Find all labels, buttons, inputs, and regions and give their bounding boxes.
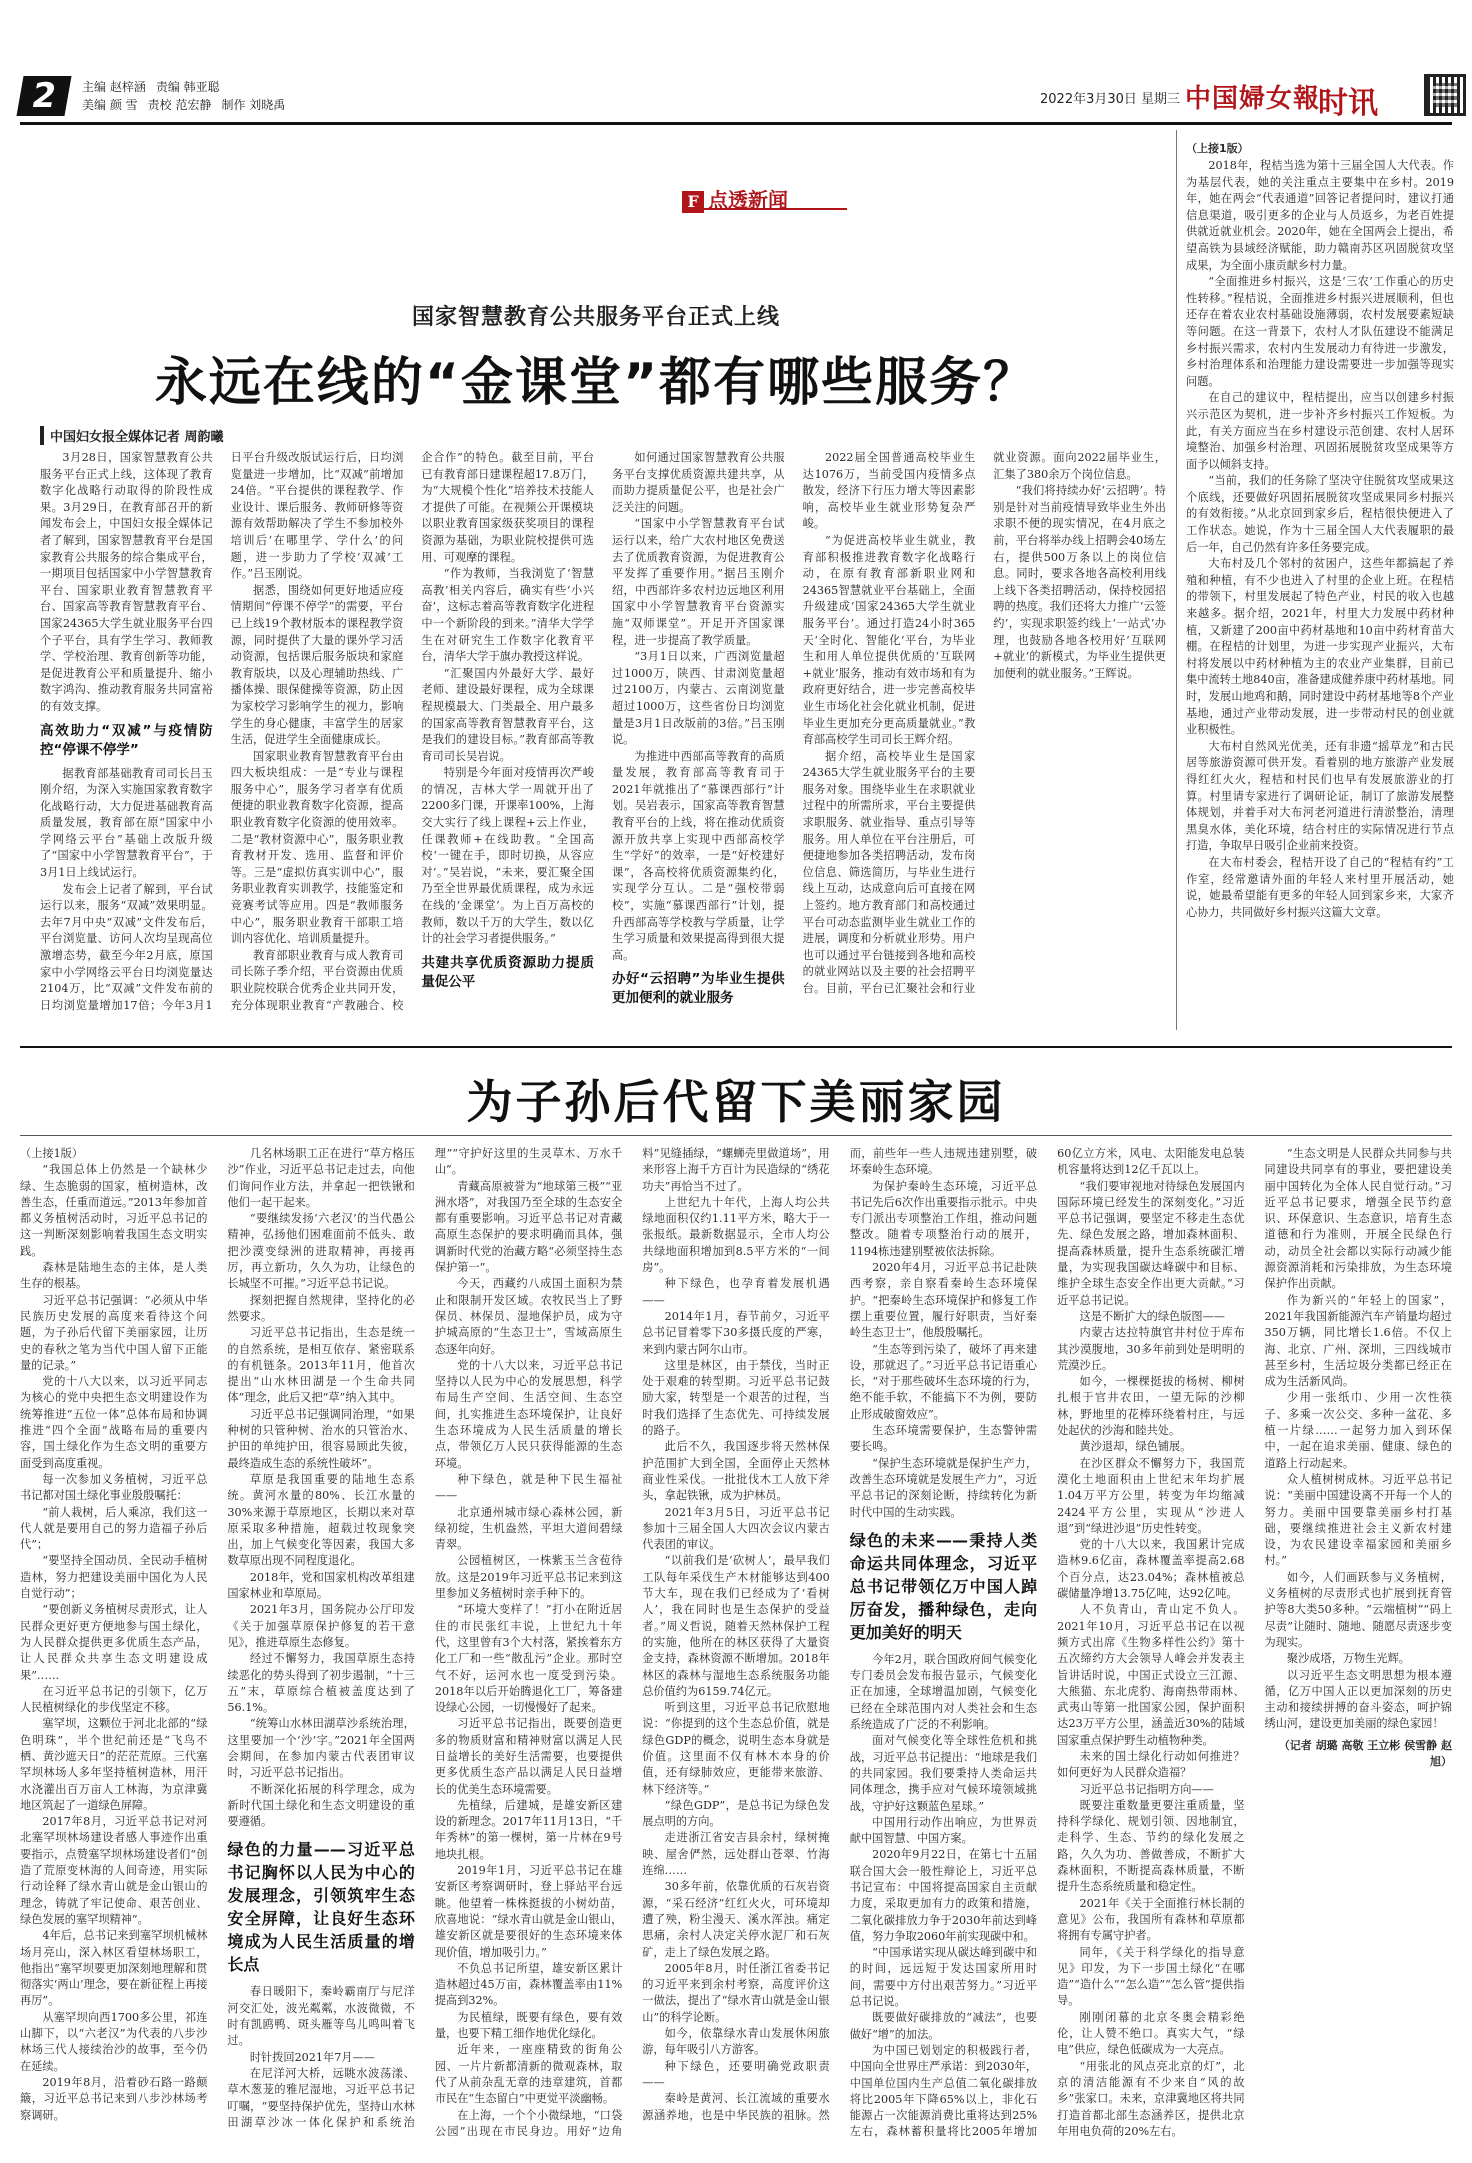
body-paragraph: 不断深化拓展的科学理念，成为新时代国土绿化和生态文明建设的重要遵循。 <box>227 1782 415 1829</box>
article-headline-green: 为子孙后代留下美丽家园 <box>466 1075 1006 1129</box>
body-paragraph: 据教育部基础教育司司长吕玉刚介绍，为深入实施国家教育数字化战略行动，大力促进基础教育高质量发展，教育部在原“国家中小学网络云平台”基础上改版升级了“国家中小学智慧教育平台”，于3月1日上线试运行。 <box>40 766 213 880</box>
editorial-credits <box>82 78 295 114</box>
masthead <box>0 0 1472 121</box>
body-paragraph: 草原是我国重要的陆地生态系统。黄河水量的80%、长江水量的30%来源于草原地区，长期以来对草原采取多种措施，超载过牧现象突出，加上气候变化等因素，我国大多数草原出现不同程度退化。 <box>227 1472 415 1568</box>
credit-line: 美编 颜 雪 <box>82 98 138 112</box>
body-paragraph: 上世纪九十年代，上海人均公共绿地面积仅约1.11平方米，略大于一张报纸。最新数据显示，全市人均公共绿地面积增加到8.5平方米的“一间房”。 <box>642 1195 830 1275</box>
body-paragraph: 如何通过国家智慧教育公共服务平台支撑优质资源共建共享，从而助力提质量促公平，也是社会广泛关注的问题。 <box>611 451 785 514</box>
body-paragraph: 党的十八大以来，以习近平同志为核心的党中央把生态文明建设作为统筹推进“五位一体”总体布局和协调推进“四个全面”战略布局的重要内容，国土绿化作为生态文明的重要方面受到高度重视。 <box>20 1375 208 1470</box>
body-paragraph: 每一次参加义务植树，习近平总书记都对国土绿化事业殷殷嘱托： <box>20 1472 208 1503</box>
body-paragraph: 为民植绿，既要有绿色，要有效量，也要下精工细作地优化绿化。 <box>434 2010 623 2041</box>
body-paragraph: 习近平总书记指出，生态是统一的自然系统，是相互依存、紧密联系的有机链条。2013年11月，他首次提出“山水林田湖是一个生命共同体”理念，此后又把“草”纳入其中。 <box>227 1326 415 1405</box>
body-paragraph: 大布村自然风光优美，还有非遗“摇草龙”和古民居等旅游资源可供开发。看着别的地方旅游产业发展得红红火火，程桔和村民们也早有发展旅游业的打算。村里请专家进行了调研论证，制订了旅游发展整体规划，并着手对大布河老河道进行清淤整治，清理黑臭水体，美化环境，结合村庄的实际情况进行节点打造，争取早日吸引企业前来投资。 <box>1186 739 1454 853</box>
body-paragraph: 2018年，程桔当选为第十三届全国人大代表。作为基层代表，她的关注重点主要集中在乡村。2019年，她在两会“代表通道”回答记者提问时，建议打通信息渠道，吸引更多的企业与人员返乡，为老百姓提供就近就业机会。2020年，她在全国两会上提出，希望高铁为县域经济赋能，助力赣南苏区巩固脱贫攻坚成果，为全面小康贡献乡村力量。 <box>1186 159 1454 272</box>
body-paragraph: 未来的国土绿化行动如何推进？如何更好为人民群众造福？ <box>1057 1749 1245 1780</box>
body-paragraph: 经过不懈努力，我国草原生态持续恶化的势头得到了初步遏制，“十三五”末，草原综合植被盖度达到了56.1%。 <box>227 1652 415 1715</box>
column-tag-label: 点透新闻 <box>708 188 788 212</box>
body-paragraph: 生态环境需要保护，生态警钟需要长鸣。 <box>849 1424 1038 1454</box>
body-paragraph: 中国用行动作出响应，为世界贡献中国智慧、中国方案。 <box>849 1815 1038 1846</box>
body-paragraph: 2014年1月，春节前夕，习近平总书记冒着零下30多摄氏度的严寒，来到内蒙古阿尔山市。 <box>642 1309 830 1356</box>
body-paragraph: 青藏高原被誉为“地球第三极”“亚洲水塔”，对我国乃至全球的生态安全都有重要影响。习近平总书记对青藏高原生态保护的要求明确而具体，强调新时代党的治藏方略“必须坚持生态保护第一”。 <box>434 1179 623 1275</box>
body-paragraph: 30多年前，依靠优质的石灰岩资源，“采石经济”红红火火，可环境却遭了殃，粉尘漫天、溪水浑浊。痛定思痛，余村人决定关停水泥厂和石灰矿，走上了绿色发展之路。 <box>642 1880 830 1959</box>
body-paragraph: 2021年3月5日，习近平总书记参加十三届全国人大四次会议内蒙古代表团的审议。 <box>642 1505 830 1552</box>
issue-date: 2022年3月30日 星期三 <box>1040 92 1181 107</box>
credit-line: 责校 范宏静 <box>147 98 212 112</box>
body-paragraph: 党的十八大以来，习近平总书记坚持以人民为中心的发展思想，科学布局生产空间、生活空间、生态空间，扎实推进生态环境保护，让良好生态环境成为人民生活质量的增长点，带领亿万人民只获得能源的生态环境。 <box>434 1358 623 1470</box>
body-paragraph: 大布村及几个邻村的贫困户，这些年都搞起了养殖和种植，有不少也进入了村里的企业上班。在程桔的带领下，村里发展起了特色产业，村民的收入也越来越多。据介绍，2021年，村里大力发展中药材种植，又新建了200亩中药材基地和10亩中药材育苗大棚。在程桔的计划里，为进一步实现产业振兴，大布村将发展以中药材种植为主的农业产业集群，目前已集中流转土地840亩，准备建成健养康中药材基地。同时，发展山地鸡和鹅，同时建设中药材基地等8个产业基地，通过产业带动发展，进一步带动村民的创业就业积极性。 <box>1186 557 1454 737</box>
body-paragraph: “作为教师，当我浏览了‘智慧高教’相关内容后，确实有些‘小兴奋’，这标志着高等教育数字化进程中一个新阶段的到来。”清华大学学生在对研究生工作数字化教育平台，清华大学于旗办教授这样说。 <box>421 567 594 664</box>
body-paragraph: 习近平总书记指出，既要创造更多的物质财富和精神财富以满足人民日益增长的美好生活需要，也要提供更多优质生态产品以满足人民日益增长的优美生态环境需要。 <box>434 1717 623 1796</box>
body-paragraph: 作为新兴的“年轻上的国家”，2021年我国新能源汽车产销量均超过350万辆，同比增长1.6倍。不仅上海、北京、广州、深圳，三四线城市甚至乡村，生活垃圾分类都已经正在成为生活新风尚。 <box>1264 1293 1452 1389</box>
body-paragraph: 据悉，围绕如何更好地适应疫情期间“停课不停学”的需要，平台已上线19个教材版本的课程教学资源，同时提供了大量的课外学习活动资源，包括课后服务版块和家庭教育版块，以及心理辅助热线、广播体操、眼保健操等资源，防止因为家校学习影响学生的视力，影响学生的身心健康，丰富学生的居家生活，促进学生全面健康成长。 <box>230 583 404 747</box>
body-paragraph: 特别是今年面对疫情再次严峻的情况，吉林大学一周就开出了2200多门课，开课率100%，上海交大实行了线上课程+云上作业，任课教师+在线助教。“全国高校‘一键在手，即时切换，从容应对’。”吴岩说，“未来，要汇聚全国乃至全世界最优质课程，成为永远在线的‘金课堂’。为上百万高校的教师，数以千万的大学生，数以亿计的社会学习者提供服务。” <box>421 766 594 946</box>
body-paragraph: 如今，人们画跃参与义务植树，义务植树的尽责形式也扩展到抚育管护等8大类50多种。“云端植树”“码上尽责”让随时、随地、随愿尽责逐步变为现实。 <box>1264 1570 1452 1649</box>
page-number: 2 <box>16 76 71 116</box>
body-paragraph: 不负总书记所望，雄安新区累计造林超过45万亩，森林覆盖率由11%提高到32%。 <box>434 1961 623 2008</box>
body-paragraph: 这是不断扩大的绿色版图—— <box>1079 1309 1225 1323</box>
body-paragraph: “用张北的风点亮北京的灯”，北京的清洁能源有不少来自“风的故乡”张家口。未来，京津冀地区将共同打造首都北部生态涵养区，提供北京年用电负荷的20%左右。 <box>1057 2059 1245 2138</box>
credit-line: 责编 韩亚聪 <box>155 80 220 94</box>
body-paragraph: 如今，一棵棵挺拔的杨树、柳树扎根于官井农田，一望无际的沙柳林，野地里的花棒环绕着村庄，与远处起伏的沙海和睦共处。 <box>1057 1375 1245 1438</box>
article-headline: 永远在线的“金课堂”都有哪些服务？ <box>154 353 1038 413</box>
body-paragraph: 北京通州城市绿心森林公园，新绿初绽，生机盎然，平坦大道间碧绿青翠。 <box>434 1505 623 1552</box>
subheading: 绿色的力量——习近平总书记胸怀以人民为中心的发展理念，引领筑牢生态安全屏障，让良好生态环境成为人民生活质量的增长点 <box>227 1840 415 1975</box>
body-paragraph: “环境大变样了！”打小在附近居住的市民张红丰说，上世纪九十年代，这里曾有3个大村落，紧挨着东方化工厂和一些“散乱污”企业。那时空气不好，运河水也一度受到污染。2018年以后开始腾退化工厂，筹备建设绿心公园，一切慢慢好了起来。 <box>434 1603 623 1715</box>
continued-story-body <box>1186 158 1454 921</box>
body-paragraph: 在习近平总书记的引领下，亿万人民植树绿化的步伐坚定不移。 <box>20 1684 208 1715</box>
article-byline: 中国妇女报全媒体记者 周韵曦 <box>40 426 224 445</box>
body-paragraph: “我国总体上仍然是一个缺林少绿、生态脆弱的国家，植树造林，改善生态，任重而道远。”2013年参加首都义务植树活动时，习近平总书记的这一判断深刻影响着我国生态文明实践。 <box>20 1163 208 1258</box>
body-paragraph: 面对气候变化等全球性危机和挑战，习近平总书记提出：“地球是我们的共同家园。我们要秉持人类命运共同体理念，携手应对气候环境领域挑战，守护好这颗蓝色星球。” <box>849 1734 1038 1813</box>
body-paragraph: 种下绿色，还要明确党政职责—— <box>642 2059 830 2089</box>
body-paragraph: 习近平总书记强调同治理，“如果种树的只管种树、治水的只管治水、护田的单纯护田，很容易顾此失彼，最终造成生态的系统性破坏”。 <box>227 1407 415 1470</box>
body-paragraph: 在大布村委会，程桔开设了自己的“程桔有约”工作室，经常邀请外面的年轻人来村里开展活动，她说，她最希望能有更多的年轻人回到家乡来，大家齐心协力，共同做好乡村振兴这篇大文章。 <box>1186 855 1454 919</box>
body-paragraph: 少用一张纸巾、少用一次性筷子、多乘一次公交、多种一盆花、多植一片绿……一起努力加入到环保中，一起在追求美丽、健康、绿色的道路上行动起来。 <box>1264 1391 1452 1470</box>
body-paragraph: “为促进高校毕业生就业，教育部积极推进教育数字化战略行动，在原有教育部新职业网和24365智慧就业平台基础上，全面升级建成‘国家24365大学生就业服务平台’。通过打造24小时365天‘全时化、智能化’平台，为毕业生和用人单位提供优质的‘互联网+就业’服务，推动有效市场和有为政府更好结合，进一步完善高校毕业生市场化社会化就业机制，促进毕业生更加充分更高质量就业。”教育部高校学生司司长王辉介绍。 <box>802 533 976 747</box>
column-tag <box>682 184 847 210</box>
body-paragraph: “要创新义务植树尽责形式，让人民群众更好更方便地参与国土绿化，为人民群众提供更多优质生态产品，让人民群众共享生态文明建设成果”…… <box>20 1603 208 1682</box>
body-paragraph: 发布会上记者了解到，平台试运行以来，服务“双减”效果明显。去年7月中央“双减”文件发布后，平台浏览量、访问人次均呈现高位激增态势，截至今年2月底，原国家中小学网络云平台日均浏览量达2104万，比“双减”文件发布前的日均浏览量增加17倍；今年3月1日平台升级改版试运行后，日均浏览量进一步增加，比“双减”前增加24倍。“平台提供的课程教学、作业设计、课后服务、教师研修等资源有效帮助解决了学生不参加校外培训后‘在哪里学、学什么’的问题，进一步助力了学校‘双减’工作。”吕玉刚说。 <box>40 451 404 1012</box>
body-paragraph: 2019年8月，沿着砂石路一路颠簸，习近平总书记来到八步沙林场考察调研。 <box>20 2075 208 2122</box>
body-paragraph: “生态文明是人民群众共同参与共同建设共同享有的事业，要把建设美丽中国转化为全体人民自觉行动。”习近平总书记要求，增强全民节约意识、环保意识、生态意识，培育生态道德和行为准则，开展全民绿色行动，动员全社会都以实际行动减少能源资源消耗和污染排放，为生态环境保护作出贡献。 <box>1264 1147 1452 1291</box>
body-paragraph: 2021年3月，国务院办公厅印发《关于加强草原保护修复的若干意见》，推进草原生态修复。 <box>227 1603 415 1649</box>
body-paragraph: 探刻把握自然规律，坚持化的必然要求。 <box>227 1293 415 1323</box>
body-paragraph: 内蒙古达拉特旗官井村位于库布其沙漠腹地，30多年前到处是明明的荒漠沙丘。 <box>1057 1326 1245 1372</box>
body-paragraph: 2017年8月，习近平总书记对河北塞罕坝林场建设者感人事迹作出重要指示，点赞塞罕坝林场建设者们“创造了荒原变林海的人间奇迹，用实际行动诠释了绿水青山就是金山银山的理念，铸就了牢记使命、艰苦创业、绿色发展的塞罕坝精神”。 <box>20 1815 208 1926</box>
body-paragraph: 今天，西藏约八成国土面积为禁止和限制开发区域。农牧民当上了野保员、林保员、湿地保护员，成为守护城高原的“生态卫士”，雪域高原生态逐年向好。 <box>434 1277 623 1356</box>
article-body <box>40 450 1166 1030</box>
qr-code-icon <box>1424 74 1466 116</box>
column-tag-icon: F <box>682 191 704 213</box>
top-rule <box>20 122 1452 125</box>
body-paragraph: 聚沙成塔，万物生光辉。 <box>1286 1652 1410 1666</box>
body-paragraph: “要坚持全国动员、全民动手植树造林，努力把建设美丽中国化为人民自觉行动”； <box>20 1554 208 1601</box>
body-paragraph: 人不负青山，青山定不负人。2021年10月，习近平总书记在以视频方式出席《生物多样性公约》第十五次缔约方大会领导人峰会并发表主旨讲话时说，中国正式设立三江源、大熊猫、东北虎豹、海南热带雨林、武夷山等第一批国家公园，保护面积达23万平方公里，涵盖近30%的陆域国家重点保护野生动植物种类。 <box>1057 1603 1245 1747</box>
body-paragraph: 3月28日，国家智慧教育公共服务平台正式上线，这体现了教育数字化战略行动取得的阶段性成果。3月29日，在教育部召开的新闻发布会上，中国妇女报全媒体记者了解到，国家智慧教育平台是国家教育公共服务的综合集成平台，一期项目包括国家中小学智慧教育平台、国家职业教育智慧教育平台、国家高等教育智慧教育平台、国家24365大学生就业服务平台四个子平台，具有学生学习、教师教学、学校治理、教育创新等功能，是促进教育公平和质量提升、缩小数字鸿沟、推动教育服务共同富裕的有效支撑。 <box>40 451 213 713</box>
body-paragraph: 2018年，党和国家机构改革组建国家林业和草原局。 <box>227 1570 415 1601</box>
body-paragraph: 众人植树树成林。习近平总书记说：“美丽中国建设离不开每一个人的努力。美丽中国要靠美丽乡村打基础，要继续推进社会主义新农村建设，为农民建设幸福家园和美丽乡村。” <box>1264 1472 1452 1568</box>
body-paragraph: 习近平总书记强调：“必须从中华民族历史发展的高度来看待这个问题，为子孙后代留下美丽家园，让历史的春秋之笔为当代中国人留下正能量的记录。” <box>20 1293 208 1372</box>
subheading: 共建共享优质资源助力提质量促公平 <box>421 954 594 990</box>
body-paragraph: 为中国已划划定的积极践行者，中国向全世界庄严承诺：到2030年，中国单位国内生产总值二氧化碳排放将比2005年下降65%以上，非化石能源占一次能源消费比重将达到25%左右，森林蓄积量将比2005年增加60亿立方米，风电、太阳能发电总装机容量将达到12亿千瓦以上。 <box>849 1147 1245 2139</box>
body-paragraph: 森林是陆地生态的主体，是人类生存的根基。 <box>20 1261 208 1291</box>
subheading: 绿色的未来——秉持人类命运共同体理念，习近平总书记带领亿万中国人踔厉奋发，播种绿色，走向更加美好的明天 <box>849 1530 1038 1642</box>
body-paragraph: 2020年4月，习近平总书记赴陕西考察，亲自察看秦岭生态环境保护。“把秦岭生态环境保护和修复工作摆上重要位置，履行好职责，当好秦岭生态卫士”，他殷殷嘱托。 <box>849 1261 1038 1340</box>
body-paragraph: 据介绍，高校毕业生是国家24365大学生就业服务平台的主要服务对象。围绕毕业生在求职就业过程中的所需所求，平台主要提供求职服务、就业指导、重点引导等服务。用人单位在平台注册后，可便捷地参加各类招聘活动，发布岗位信息、筛选简历，与毕业生进行线上互动，达成意向后可直接在网上签约。地方教育部门和高校通过平台可动态监测毕业生就业工作的进展，调度和分析就业形势。用户也可以通过平台链接到各地和高校的就业网站以及主要的社会招聘平台。目前，平台已汇聚社会和行业就业资源。面向2022届毕业生，汇集了380余万个岗位信息。 <box>802 451 1166 995</box>
body-paragraph: 2022届全国普通高校毕业生达1076万，当前受国内疫情多点散发，经济下行压力增大等因素影响，高校毕业生就业形势复杂严峻。 <box>802 451 976 531</box>
body-paragraph: 春日暖阳下，秦岭霸南厅与尼洋河交汇处，波光粼粼，水波微微，不时有凯鸥鸭、斑头雁等鸟儿鸣叫着飞过。 <box>227 1985 415 2048</box>
body-paragraph: “汇聚国内外最好大学、最好老师、建设最好课程，成为全球课程规模最大、门类最全、用户最多的国家高等教育智慧教育平台，这是我们的建设目标。”教育部高等教育司司长吴岩说。 <box>421 666 594 763</box>
body-paragraph: 2005年8月，时任浙江省委书记的习近平来到余村考察，高度评价这一做法，提出了“绿水青山就是金山银山”的科学论断。 <box>642 1961 830 2024</box>
credit-line: 主编 赵梓涵 <box>82 80 146 94</box>
headline-rule <box>20 1135 1452 1136</box>
subheading: 办好“云招聘”为毕业生提供更加便利的就业服务 <box>611 971 785 1007</box>
continued-story <box>1186 140 1454 1010</box>
column-divider <box>1176 130 1177 1030</box>
body-paragraph: 国家职业教育智慧教育平台由四大板块组成：一是“专业与课程服务中心”，服务学习者享有优质便捷的职业教育数字化资源，提高职业教育数字化资源的使用效率。二是“教材资源中心”，服务职业教育教材开发、选用、监督和评价等。三是“虚拟仿真实训中心”，服务职业教育实训教学，技能鉴定和竞赛考试等应用。四是“教师服务中心”，服务职业教育干部职工培训内容优化、培训质量提升。 <box>230 749 404 946</box>
body-paragraph: “要继续发扬‘六老汉’的当代愚公精神，弘扬他们困难面前不低头、敢把沙漠变绿洲的进取精神，再接再厉，再立新功，久久为功，让绿色的长城坚不可摧。”习近平总书记说。 <box>227 1212 415 1291</box>
body-paragraph: “中国承诺实现从碳达峰到碳中和的时间，远远短于发达国家所用时间，需要中方付出艰苦努力。”习近平总书记说。 <box>849 1946 1038 2009</box>
body-paragraph: “3月1日以来，广西浏览量超过1000万，陕西、甘肃浏览量超过2100万，内蒙古、云南浏览量超过1000万，这些省份日均浏览量是3月1日改版前的3倍。”吕玉刚说。 <box>611 650 785 747</box>
body-paragraph: 2020年9月22日，在第七十五届联合国大会一般性辩论上，习近平总书记宣布：中国将提高国家自主贡献力度，采取更加有力的政策和措施，二氧化碳排放力争于2030年前达到峰值，努力争取2060年前实现碳中和。 <box>849 1848 1038 1943</box>
body-paragraph: 在尼洋河大桥，远眺水波荡漾、草木葱茏的雅尼湿地，习近平总书记叮嘱，“要坚持保护优先，坚持山水林田湖草沙冰一体化保护和系统治理”“守护好这里的生灵草木、万水千山”。 <box>227 1147 623 2129</box>
section-title: 时讯 <box>1318 86 1378 121</box>
reporter-signature: （记者 胡璐 高敬 王立彬 侯雪静 赵旭） <box>1278 1738 1452 1768</box>
body-paragraph: 同年，《关于科学绿化的指导意见》印发，为下一步国土绿化“在哪造”“造什么”“怎么造”“怎么管”提供指导。 <box>1057 1945 1245 2008</box>
body-paragraph: “统筹山水林田湖草沙系统治理，这里要加一个‘沙’字。”2021年全国两会期间，在参加内蒙古代表团审议时，习近平总书记指出。 <box>227 1717 415 1780</box>
subheading: 高效助力“双减”与疫情防控“停课不停学” <box>40 722 213 758</box>
body-paragraph: 为保护秦岭生态环境，习近平总书记先后6次作出重要指示批示。中央专门派出专项整治工作组，推动问题整改。随着专项整治行动的展开，1194栋违建别墅被依法拆除。 <box>849 1179 1038 1258</box>
body-paragraph: 教育部职业教育与成人教育司司长陈子季介绍，平台资源由优质职业院校联合优秀企业共同开发，充分体现职业教育“产教融合、校企合作”的特色。截至目前，平台已有教育部日建课程超17.8万门，为“大规模个性化”培养技术技能人才提供了可能。在视频公开课模块以职业教育国家级获奖项目的课程资源为基础，为职业院校提供可选用、可观摩的课程。 <box>230 451 594 1012</box>
body-paragraph: 党的十八大以来，我国累计完成造林9.6亿亩，森林覆盖率提高2.68个百分点，达23.04%；森林植被总碳储量净增13.75亿吨，达92亿吨。 <box>1057 1538 1245 1601</box>
body-paragraph: 塞罕坝，这颗位于河北北部的“绿色明珠”，半个世纪前还是“飞鸟不栖、黄沙遮天日”的茫茫荒原。三代塞罕坝林场人多年坚持植树造林，用汗水浇灌出百万亩人工林海，为京津冀地区筑起了一道绿色屏障。 <box>20 1717 208 1812</box>
article-kicker: 国家智慧教育公共服务平台正式上线 <box>411 305 780 330</box>
body-paragraph: “我们将持续办好‘云招聘’。特别是针对当前疫情导致毕业生外出求职不便的现实情况，在4月底之前，平台将举办线上招聘会40场左右，提供500万条以上的岗位信息。同时，要求各地各高校利用线上线下各类招聘活动，保持校园招聘的热度。我们还将大力推广‘云签约’，实现求职签约线上‘一站式’办理，也鼓励各地各校用好‘互联网+就业’的新模式，为毕业生提供更加便利的就业服务。”王辉说。 <box>993 484 1166 680</box>
body-paragraph: 在沙区群众不懈努力下，我国荒漠化土地面积由上世纪末年均扩展1.04万平方公里，转变为年均缩减2424平方公里，实现从“沙进人退”到“绿进沙退”历史性转变。 <box>1057 1456 1245 1535</box>
body-paragraph: “生态等到污染了，破坏了再来建设，那就迟了。”习近平总书记语重心长，“对于那些破坏生态环境的行为，绝不能手软，不能搞下不为例，要防止形成破窗效应”。 <box>849 1342 1038 1421</box>
body-paragraph: 2019年1月，习近平总书记在雄安新区考察调研时，登上驿站平台远眺。他望着一株株挺拔的小树幼苗，欣喜地说：“绿水青山就是金山银山，雄安新区就是要很好的生态环境来体现价值，增加吸引力。” <box>434 1864 623 1959</box>
body-paragraph: 近年来，一座座精致的街角公园、一片片新都清新的微观森林，取代了从前杂乱无章的违章建筑，首都市民在“生态留白”中更觉平淡幽畅。 <box>434 2043 623 2106</box>
body-paragraph: 2021年《关于全面推行林长制的意见》公布，我国所有森林和草原都将拥有专属守护者。 <box>1057 1896 1245 1943</box>
body-paragraph: 公园植树区，一株紫玉兰含苞待放。这是2019年习近平总书记来到这里参加义务植树时亲手种下的。 <box>434 1554 623 1601</box>
body-paragraph: “以前我们是‘砍树人’，最早我们工队每年采伐生产木材能够达到400节大车，现在我们已经成为了‘看树人’，我在同时也是生态保护的受益者。”周义哲说，随着天然林保护工程的实施，他所在的林区获得了大量资金支持，森林资源不断增加。2018年林区的森林与湿地生态系统服务功能总价值约为6159.74亿元。 <box>642 1554 830 1698</box>
body-paragraph: 种下绿色，就是种下民生福祉—— <box>434 1472 623 1503</box>
body-paragraph: 以习近平生态文明思想为根本遵循，亿万中国人正以更加深刻的历史主动和接续拼搏的奋斗姿态，呵护锦绣山河，建设更加美丽的绿色家园！ <box>1264 1668 1452 1731</box>
body-paragraph: 既要注重数量更要注重质量，坚持科学绿化、规划引领、因地制宜，走科学、生态、节约的绿化发展之路，久久为功、善做善成，不断扩大森林面积，不断提高森林质量，不断提升生态系统质量和稳定性。 <box>1057 1798 1245 1894</box>
body-paragraph: 听到这里，习近平总书记欣慰地说：“你提到的这个生态总价值，就是绿色GDP的概念，说明生态本身就是价值。这里面不仅有林木本身的价值，还有绿肺效应，更能带来旅游、林下经济等。” <box>642 1701 830 1796</box>
body-paragraph: “国家中小学智慧教育平台试运行以来，给广大农村地区免费送去了优质教育资源，为促进教育公平发挥了重要作用。”据吕玉刚介绍，中西部许多农村边远地区利用国家中小学智慧教育平台资源实施“双师课堂”。开足开齐国家课程，进一步提高了教学质量。 <box>611 517 785 647</box>
body-paragraph: 几名林场职工正在进行“草方格压沙”作业，习近平总书记走过去，向他们询问作业方法，并拿起一把铁锹和他们一起干起来。 <box>227 1147 415 1209</box>
body-paragraph: 黄沙退却，绿色铺展。 <box>1079 1440 1192 1454</box>
body-paragraph: 种下绿色，也孕育着发展机遇—— <box>642 1277 830 1307</box>
body-paragraph: “全面推进乡村振兴，这是‘三农’工作重心的历史性转移。”程桔说，全面推进乡村振兴进展顺利，但也还存在着农业农村基础设施薄弱，农村发展要素短缺等问题。在这一背景下，农村人才队伍建设不能满足乡村振兴需求，农村内生发展动力有待进一步激发，乡村治理体系和治理能力建设需要进一步加强等现实问题。 <box>1186 275 1454 388</box>
body-paragraph: 今年2月，联合国政府间气候变化专门委员会发布报告显示，气候变化正在加速，全球增温加剧，气候变化已经在全球范围内对人类社会和生态系统造成了广泛的不利影响。 <box>849 1652 1038 1732</box>
newspaper-logo: 中国婦女報 <box>1185 84 1321 114</box>
body-paragraph: “当前，我们的任务除了坚决守住脱贫攻坚成果这个底线，还要做好巩固拓展脱贫攻坚成果同乡村振兴的有效衔接。”从北京回到家乡后，程桔很快便进入了工作状态。她说，作为十三届全国人大代表履职的最后一年，自己仍然有许多任务要完成。 <box>1186 474 1454 554</box>
body-paragraph: “前人栽树，后人乘凉，我们这一代人就是要用自己的努力造福子孙后代”； <box>20 1505 208 1552</box>
body-paragraph: 时针拨回2021年7月—— <box>249 2050 375 2064</box>
body-paragraph: 4年后，总书记来到塞罕坝机械林场月亮山，深入林区看望林场职工，他指出“塞罕坝要更加深刻地理解和贯彻落实‘两山’理念，要在新征程上再接再厉”。 <box>20 1929 208 2008</box>
body-paragraph: 秦岭是黄河、长江流域的重要水源涵养地，也是中华民族的祖脉。然而，前些年一些人违规违建别墅，破坏秦岭生态环境。 <box>642 1147 1038 2122</box>
continued-from-label: （上接1版） <box>1186 142 1249 155</box>
body-paragraph: 在上海，一个个小微绿地，“口袋公园”出现在市民身边。用好“边角料”见缝插绿，“螺蛳壳里做道场”，用来形容上海千方百计为民造绿的“绣花功夫”再恰当不过了。 <box>434 1147 830 2138</box>
body-paragraph: 先植绿，后建城，是雄安新区建设的新理念。2017年11月13日，“千年秀林”的第一棵树，第一片林在9号地块扎根。 <box>434 1798 623 1861</box>
credit-line: 制作 刘晓禹 <box>221 98 286 112</box>
continued-from-label: （上接1版） <box>20 1147 84 1160</box>
body-paragraph: “绿色GDP”，是总书记为绿色发展点明的方向。 <box>642 1798 830 1829</box>
body-paragraph: 如今，依靠绿水青山发展休闲旅游，每年吸引八方游客。 <box>642 2027 830 2057</box>
body-paragraph: 为推进中西部高等教育的高质量发展，教育部高等教育司于2021年就推出了“慕课西部行”计划。吴岩表示，国家高等教育智慧教育平台的上线，将在推动优质资源开放共享上实现中西部高校学生“学好”的效率，一是“好校建好课”，各高校将优质资源集约化，实现学分互认。二是“强校带弱校”，实施“慕课西部行”计划，提升西部高等学校教与学质量，让学生学习质量和效果提高得到很大提高。 <box>611 749 785 962</box>
body-paragraph: 习近平总书记指明方向—— <box>1079 1782 1214 1796</box>
section-rule <box>20 1046 1452 1048</box>
body-paragraph: 走进浙江省安吉县余村，绿树掩映、屋舍俨然，远处群山苍翠、竹海连绵…… <box>642 1831 830 1878</box>
article-body-green <box>20 1146 1452 2146</box>
body-paragraph: “我们要审视地对待绿色发展国内国际环境已经发生的深刻变化。”习近平总书记强调，要坚定不移走生态优先、绿色发展之路，增加森林面积、提高森林质量，提升生态系统碳汇增量，为实现我国碳达峰碳中和目标、维护全球生态安全作出更大贡献。”习近平总书记说。 <box>1057 1179 1245 1307</box>
body-paragraph: 既要做好碳排放的“减法”，也要做好“增”的加法。 <box>849 2011 1038 2041</box>
body-paragraph: 从塞罕坝向西1700多公里，祁连山脚下，以“六老汉”为代表的八步沙林场三代人接续治沙的故事，至今仍在延续。 <box>20 2010 208 2073</box>
body-paragraph: 此后不久，我国逐步将天然林保护范围扩大到全国，全面停止天然林商业性采伐。一批批伐木工人放下斧头，拿起铁锹，成为护林员。 <box>642 1440 830 1503</box>
body-paragraph: “保护生态环境就是保护生产力，改善生态环境就是发展生产力”，习近平总书记的深刻论断，持续转化为新时代中国的生动实践。 <box>849 1456 1038 1519</box>
body-paragraph: 这里是林区，由于禁伐，当时正处于艰难的转型期。习近平总书记鼓励大家，转型是一个艰苦的过程，当时我们选择了生态优先、可持续发展的路子。 <box>642 1358 830 1438</box>
body-paragraph: 在自己的建议中，程桔提出，应当以创建乡村振兴示范区为契机，进一步补齐乡村振兴工作短板。为此，有关方面应当在乡村建设示范创建、农村人居环境整治、加强乡村治理、巩固拓展脱贫攻坚成果等方面予以倾斜支持。 <box>1186 391 1454 471</box>
body-paragraph: 刚刚闭幕的北京冬奥会精彩绝伦，让人赞不绝口。真实大气，“绿电”供应，绿色低碳成为一大亮点。 <box>1057 2010 1245 2057</box>
article-education-platform <box>20 128 1172 1040</box>
